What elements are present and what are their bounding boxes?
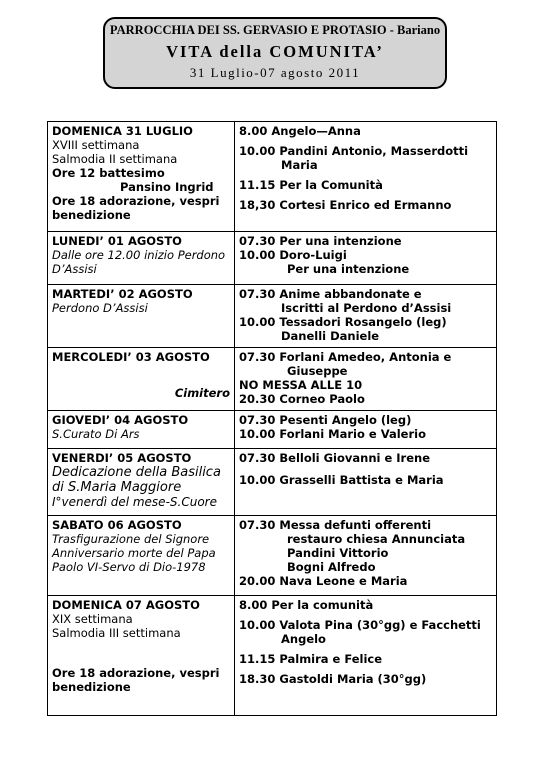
mass-intention: 07.30 Pesenti Angelo (leg) xyxy=(239,413,412,427)
parish-name: PARROCCHIA DEI SS. GERVASIO E PROTASIO - Bariano xyxy=(109,23,441,37)
day-note: Salmodia III settimana xyxy=(52,626,181,640)
day-title: GIOVEDI’ 04 AGOSTO xyxy=(52,413,189,427)
day-note: Pansino Ingrid xyxy=(120,180,214,194)
day-note: benedizione xyxy=(52,208,131,222)
day-note: Dedicazione della Basilica xyxy=(52,465,221,480)
day-note: XVIII settimana xyxy=(52,138,140,152)
schedule-row xyxy=(48,285,497,348)
mass-cell xyxy=(235,122,497,232)
mass-intention: 18.30 Gastoldi Maria (30°gg) xyxy=(239,672,427,686)
day-note: Trasfigurazione del Signore xyxy=(52,532,210,546)
mass-intention: Giuseppe xyxy=(287,364,348,378)
day-note: Anniversario morte del Papa xyxy=(52,546,216,560)
day-title: DOMENICA 07 AGOSTO xyxy=(52,598,200,612)
schedule-row xyxy=(48,232,497,285)
mass-intention: Maria xyxy=(281,158,318,172)
schedule-row xyxy=(48,122,497,232)
mass-intention: 20.30 Corneo Paolo xyxy=(239,392,365,406)
day-note: Ore 12 battesimo xyxy=(52,166,165,180)
mass-intention: Angelo xyxy=(281,632,326,646)
day-cell xyxy=(48,285,235,348)
schedule-row xyxy=(48,348,497,411)
bulletin-dates: 31 Luglio-07 agosto 2011 xyxy=(189,65,361,80)
mass-intention: restauro chiesa Annunciata xyxy=(287,532,466,546)
day-note: Salmodia II settimana xyxy=(52,152,178,166)
schedule-row xyxy=(48,449,497,516)
mass-intention: Bogni Alfredo xyxy=(287,560,376,574)
mass-intention: 07.30 Belloli Giovanni e Irene xyxy=(239,451,431,465)
day-note: Ore 18 adorazione, vespri xyxy=(52,194,220,208)
mass-schedule-table xyxy=(47,121,497,716)
mass-intention: 10.00 Tessadori Rosangelo (leg) xyxy=(239,315,447,329)
day-title: SABATO 06 AGOSTO xyxy=(52,518,182,532)
mass-intention: Per una intenzione xyxy=(287,262,410,276)
mass-intention: 10.00 Valota Pina (30°gg) e Facchetti xyxy=(239,618,481,632)
bulletin-header xyxy=(103,17,447,89)
mass-intention: Iscritti al Perdono d’Assisi xyxy=(281,301,452,315)
mass-intention: 10.00 Forlani Mario e Valerio xyxy=(239,427,426,441)
day-cell xyxy=(48,449,235,516)
schedule-row xyxy=(48,596,497,716)
day-note: I°venerdì del mese-S.Cuore xyxy=(52,495,217,509)
mass-intention: NO MESSA ALLE 10 xyxy=(239,378,363,392)
mass-intention: 8.00 Angelo—Anna xyxy=(239,124,361,138)
mass-intention: 8.00 Per la comunità xyxy=(239,598,374,612)
mass-cell xyxy=(235,516,497,596)
day-title: MERCOLEDI’ 03 AGOSTO xyxy=(52,350,210,364)
schedule-row xyxy=(48,516,497,596)
mass-intention: 10.00 Doro-Luigi xyxy=(239,248,347,262)
day-title: MARTEDI’ 02 AGOSTO xyxy=(52,287,193,301)
day-note: S.Curato Di Ars xyxy=(52,427,140,441)
day-note: benedizione xyxy=(52,680,131,694)
day-title: DOMENICA 31 LUGLIO xyxy=(52,124,193,138)
mass-cell xyxy=(235,232,497,285)
schedule-row xyxy=(48,411,497,449)
mass-cell xyxy=(235,596,497,716)
bulletin-title: VITA della COMUNITA’ xyxy=(166,42,384,61)
day-note: Perdono D’Assisi xyxy=(52,301,148,315)
day-note: Cimitero xyxy=(174,386,230,400)
day-cell xyxy=(48,348,235,411)
mass-intention: 07.30 Per una intenzione xyxy=(239,234,402,248)
mass-cell xyxy=(235,348,497,411)
mass-intention: 07.30 Forlani Amedeo, Antonia e xyxy=(239,350,452,364)
day-note: D’Assisi xyxy=(52,262,97,276)
day-cell xyxy=(48,596,235,716)
mass-intention: Danelli Daniele xyxy=(281,329,380,343)
mass-intention: 10.00 Grasselli Battista e Maria xyxy=(239,473,444,487)
day-note: XIX settimana xyxy=(52,612,133,626)
mass-intention: 07.30 Anime abbandonate e xyxy=(239,287,422,301)
mass-intention: 11.15 Per la Comunità xyxy=(239,178,383,192)
day-title: VENERDI’ 05 AGOSTO xyxy=(52,451,192,465)
day-note: Paolo VI-Servo di Dio-1978 xyxy=(52,560,206,574)
mass-intention: Pandini Vittorio xyxy=(287,546,389,560)
mass-cell xyxy=(235,285,497,348)
day-title: LUNEDI’ 01 AGOSTO xyxy=(52,234,182,248)
day-cell xyxy=(48,411,235,449)
mass-intention: 20.00 Nava Leone e Maria xyxy=(239,574,408,588)
mass-cell xyxy=(235,411,497,449)
mass-intention: 07.30 Messa defunti offerenti xyxy=(239,518,432,532)
day-cell xyxy=(48,122,235,232)
day-cell xyxy=(48,516,235,596)
day-note: di S.Maria Maggiore xyxy=(52,480,182,495)
day-note: Dalle ore 12.00 inizio Perdono xyxy=(52,248,226,262)
mass-intention: 18,30 Cortesi Enrico ed Ermanno xyxy=(239,198,452,212)
mass-intention: 10.00 Pandini Antonio, Masserdotti xyxy=(239,144,469,158)
day-note: Ore 18 adorazione, vespri xyxy=(52,666,220,680)
mass-cell xyxy=(235,449,497,516)
day-cell xyxy=(48,232,235,285)
mass-intention: 11.15 Palmira e Felice xyxy=(239,652,383,666)
